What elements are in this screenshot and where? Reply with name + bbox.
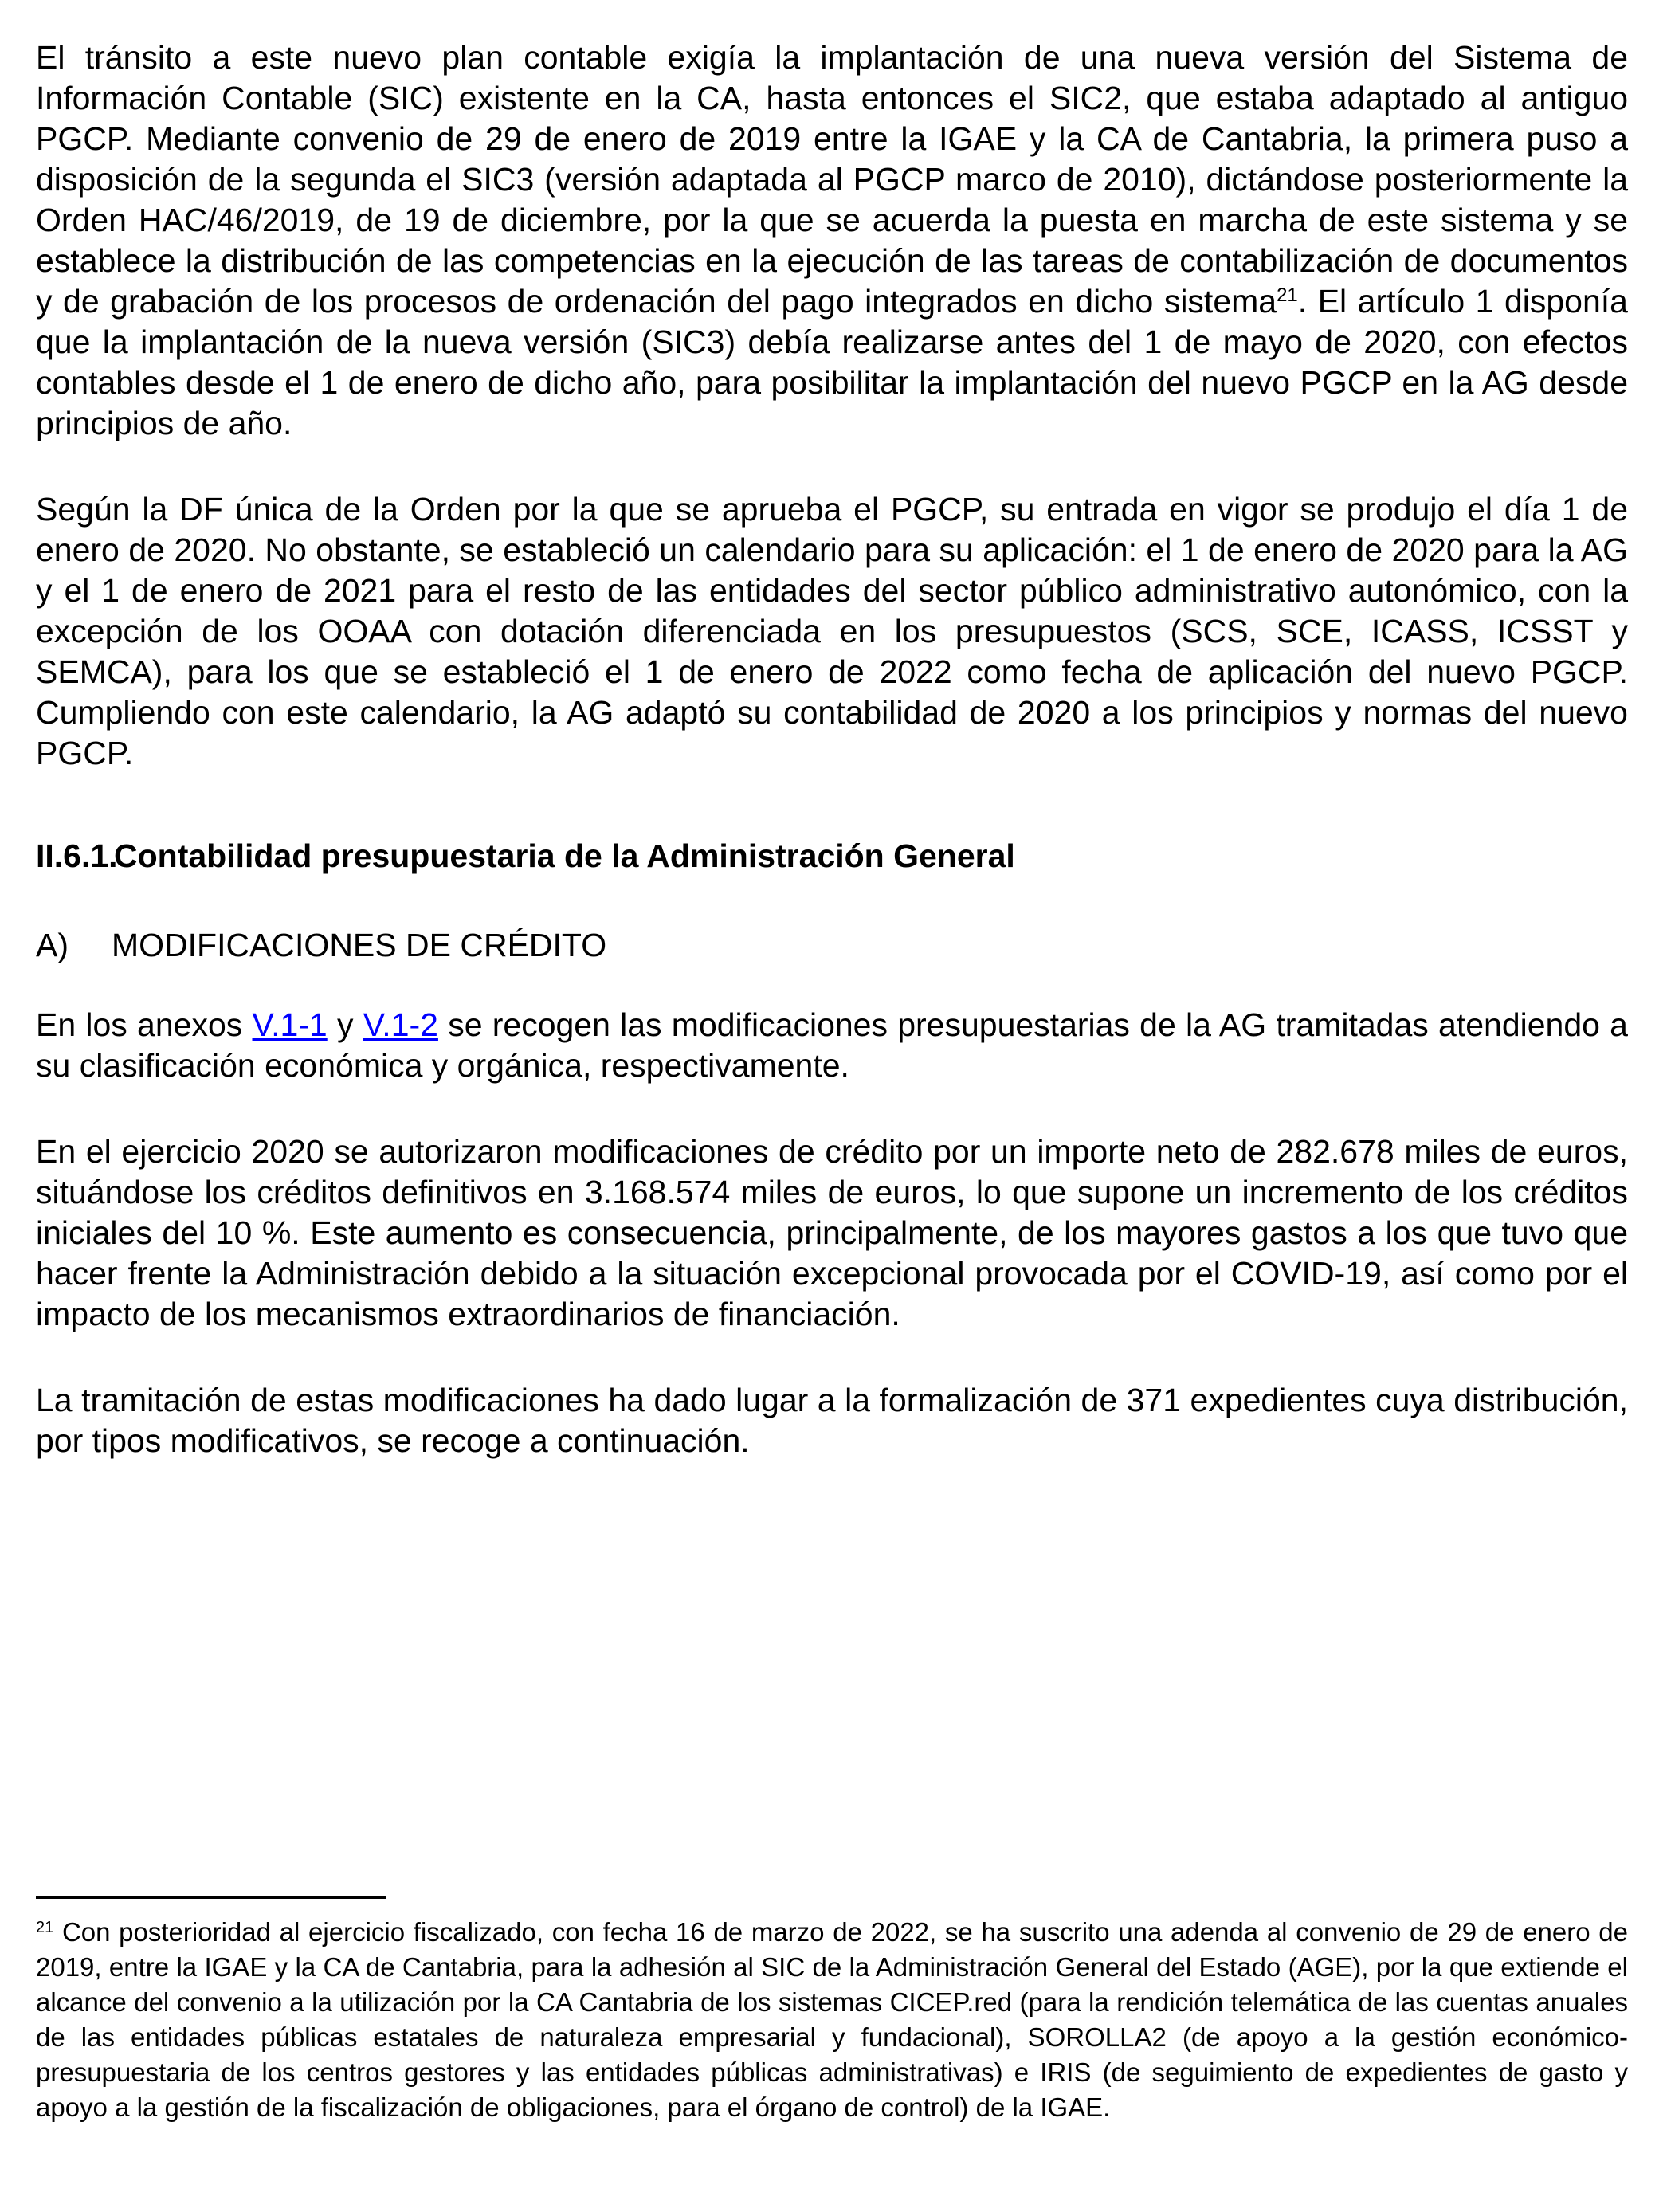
paragraph-anexos-text-mid: y bbox=[327, 1006, 363, 1043]
paragraph-transito-text-after: . El artículo 1 disponía que la implantación de la nueva versión (SIC3) debía realizarse antes del 1 de mayo de 2020, con efectos contables desde el 1 de enero de dicho año, para posibilitar la implantación del nuevo PGCP en la AG desde principios de año. bbox=[36, 283, 1628, 441]
paragraph-segun-df: Según la DF única de la Orden por la que se aprueba el PGCP, su entrada en vigor se produjo el día 1 de enero de 2020. No obstante, se estableció un calendario para su aplicación: el 1 de enero de 2020 para la AG y el 1 de enero de 2021 para el resto de las entidades del sector público administrativo autonómico, con la excepción de los OOAA con dotación diferenciada en los presupuestos (SCS, SCE, ICASS, ICSST y SEMCA), para los que se estableció el 1 de enero de 2022 como fecha de aplicación del nuevo PGCP. Cumpliendo con este calendario, la AG adaptó su contabilidad de 2020 a los principios y normas del nuevo PGCP. bbox=[36, 491, 1628, 771]
subsection-heading-title: MODIFICACIONES DE CRÉDITO bbox=[112, 927, 607, 963]
link-anexo-v1-2[interactable]: V.1-2 bbox=[363, 1006, 438, 1043]
section-heading-number: II.6.1. bbox=[36, 837, 118, 874]
section-heading bbox=[36, 836, 1628, 877]
paragraph-anexos-text-start: En los anexos bbox=[36, 1006, 253, 1043]
footnote-separator-line bbox=[36, 1896, 386, 1899]
paragraph-transito-sic bbox=[36, 37, 1628, 444]
paragraph-anexos bbox=[36, 1005, 1628, 1086]
subsection-heading bbox=[36, 925, 1628, 966]
document-body bbox=[36, 37, 1628, 1507]
paragraph-transito-text-before: El tránsito a este nuevo plan contable exigía la implantación de una nueva versión del Sistema de Información Contable (SIC) existente en la CA, hasta entonces el SIC2, que estaba adaptado al antiguo PGCP. Mediante convenio de 29 de enero de 2019 entre la IGAE y la CA de Cantabria, la primera puso a disposición de la segunda el SIC3 (versión adaptada al PGCP marco de 2010), dictándose posteriormente la Orden HAC/46/2019, de 19 de diciembre, por la que se acuerda la puesta en marcha de este sistema y se establece la distribución de las competencias en la ejecución de las tareas de contabilización de documentos y de grabación de los procesos de ordenación del pago integrados en dicho sistema bbox=[36, 39, 1628, 320]
paragraph-ejercicio-2020: En el ejercicio 2020 se autorizaron modificaciones de crédito por un importe neto de 282.678 miles de euros, situándose los créditos definitivos en 3.168.574 miles de euros, lo que supone un incremento de los créditos iniciales del 10 %. Este aumento es consecuencia, principalmente, de los mayores gastos a los que tuvo que hacer frente la Administración debido a la situación excepcional provocada por el COVID-19, así como por el impacto de los mecanismos extraordinarios de financiación. bbox=[36, 1133, 1628, 1332]
footnote-reference-21[interactable]: 21 bbox=[1277, 284, 1298, 306]
footnote-21-text: Con posterioridad al ejercicio fiscalizado, con fecha 16 de marzo de 2022, se ha suscrito una adenda al convenio de 29 de enero de 2019, entre la IGAE y la CA de Cantabria, para la adhesión al SIC de la Administración General del Estado (AGE), por la que extiende el alcance del convenio a la utilización por la CA Cantabria de los sistemas CICEP.red (para la rendición telemática de las cuentas anuales de las entidades públicas estatales de naturaleza empresarial y fundacional), SOROLLA2 (de apoyo a la gestión económico-presupuestaria de los centros gestores y las entidades públicas administrativas) e IRIS (de seguimiento de expedientes de gasto y apoyo a la gestión de la fiscalización de obligaciones, para el órgano de control) de la IGAE. bbox=[36, 1917, 1628, 2122]
paragraph-anexos-text-end: se recogen las modificaciones presupuestarias de la AG tramitadas atendiendo a su clasificación económica y orgánica, respectivamente. bbox=[36, 1006, 1628, 1084]
section-heading-title: Contabilidad presupuestaria de la Administración General bbox=[114, 837, 1015, 874]
paragraph-tramitacion: La tramitación de estas modificaciones ha dado lugar a la formalización de 371 expedientes cuya distribución, por tipos modificativos, se recoge a continuación. bbox=[36, 1382, 1628, 1459]
footnote-21-number: 21 bbox=[36, 1919, 54, 1936]
link-anexo-v1-1[interactable]: V.1-1 bbox=[252, 1006, 328, 1043]
footnote-area bbox=[36, 1896, 1628, 2125]
footnote-21 bbox=[36, 1915, 1628, 2125]
subsection-heading-marker: A) bbox=[36, 927, 69, 963]
